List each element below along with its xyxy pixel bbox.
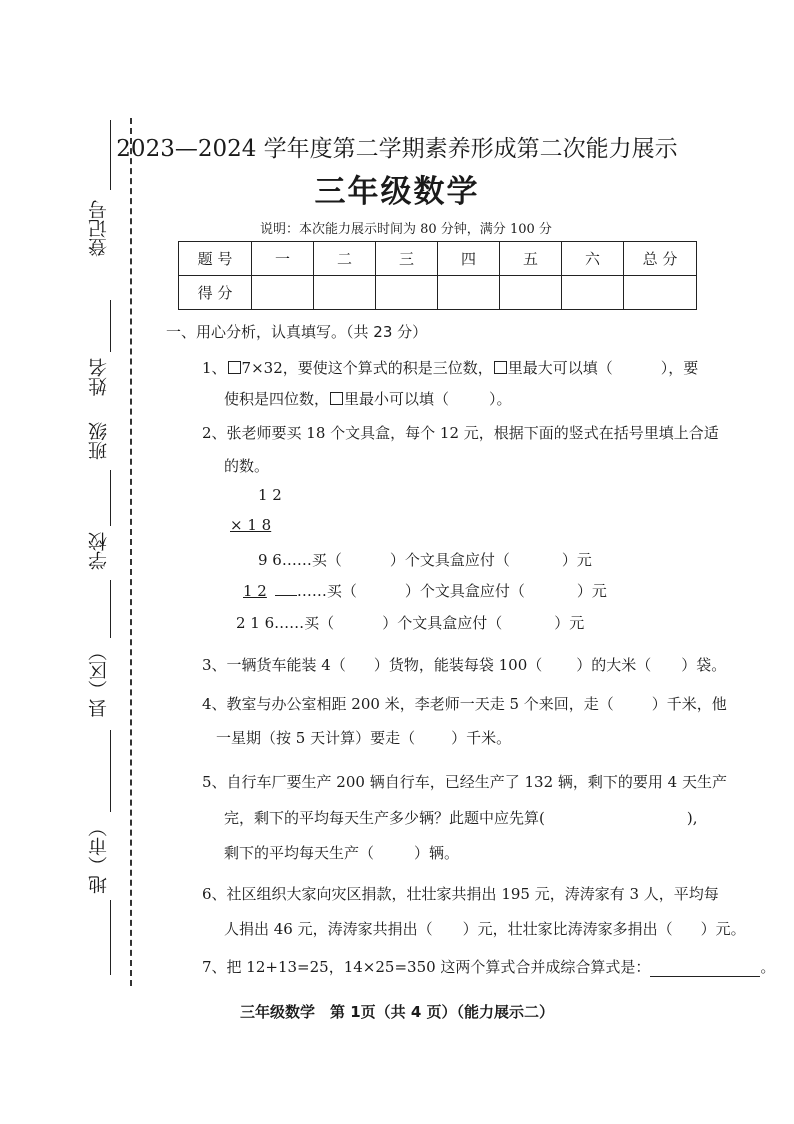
question-4-line-2 — [216, 727, 511, 748]
question-6-line-1: 6、社区组织大家向灾区捐款，壮壮家共捐出 195 元，涛涛家有 3 人，平均每 — [202, 885, 719, 903]
question-text: ）千米，他 — [651, 695, 727, 713]
score-cell[interactable] — [376, 276, 438, 310]
section-heading: 一、用心分析，认真填写。（共 23 分） — [166, 323, 428, 341]
blank-box-icon[interactable] — [494, 361, 507, 374]
row-number: 9 6 — [258, 551, 282, 569]
question-1-line-1 — [202, 357, 698, 378]
question-text: ）袋。 — [681, 656, 727, 674]
question-text: ……买（ — [274, 614, 335, 632]
question-text: ）个文具盒应付（ — [404, 582, 525, 600]
reg-number-label: 登记号 — [88, 200, 110, 257]
school-label: 学校 — [88, 532, 110, 570]
question-text: ）辆。 — [414, 844, 460, 862]
question-text: 使积是四位数， — [224, 390, 330, 408]
school-blank[interactable] — [110, 580, 111, 638]
question-text: 3、一辆货车能装 4（ — [202, 656, 346, 674]
question-text: 4、教室与办公室相距 200 米，李老师一天走 5 个来回，走（ — [202, 695, 614, 713]
table-cell: 总 分 — [624, 242, 697, 276]
question-text: ）个文具盒应付（ — [389, 551, 510, 569]
question-text: 一星期（按 5 天计算）要走（ — [216, 729, 416, 747]
question-text: 7×32，要使这个算式的积是三位数， — [241, 359, 493, 377]
question-text: 里最小可以填（ — [344, 390, 450, 408]
table-cell: 五 — [500, 242, 562, 276]
question-text: ）千米。 — [451, 729, 512, 747]
question-text: ）元 — [561, 551, 592, 569]
question-4-line-1 — [202, 693, 727, 714]
question-text: 。 — [760, 958, 776, 976]
score-cell[interactable] — [438, 276, 500, 310]
question-text: ……买（ — [281, 551, 342, 569]
table-cell: 得 分 — [179, 276, 252, 310]
question-text: ）的大米（ — [576, 656, 652, 674]
city-label: 地（市） — [88, 818, 110, 894]
blank-box-icon[interactable] — [228, 361, 241, 374]
table-cell: 六 — [562, 242, 624, 276]
question-text: ）元。 — [700, 920, 746, 938]
question-1-line-2 — [224, 388, 512, 409]
score-value-row — [179, 276, 697, 310]
score-cell[interactable] — [500, 276, 562, 310]
question-text: ……买（ — [296, 582, 357, 600]
vertical-row-1 — [258, 549, 592, 570]
question-text: 7、把 12+13=25，14×25=350 这两个算式合并成综合算式是： — [202, 958, 651, 976]
question-text: 剩下的平均每天生产（ — [224, 844, 375, 862]
question-text: ）个文具盒应付（ — [382, 614, 503, 632]
question-text: ）。 — [489, 390, 512, 408]
class-label: 班级 — [88, 422, 110, 460]
question-5-line-3 — [224, 842, 459, 863]
question-text: 人捐出 46 元，涛涛家共捐出（ — [224, 920, 433, 938]
question-2-line-2: 的数。 — [224, 457, 270, 475]
binding-dashed-line — [130, 118, 132, 986]
question-5-line-1: 5、自行车厂要生产 200 辆自行车，已经生产了 132 辆，剩下的要用 4 天生产 — [202, 773, 727, 791]
blank-box-icon[interactable] — [330, 392, 343, 405]
table-cell: 四 — [438, 242, 500, 276]
question-text: 里最大可以填（ — [507, 359, 613, 377]
question-text: 完，剩下的平均每天生产多少辆？此题中应先算( — [224, 809, 545, 827]
row-number: 1 2 — [243, 582, 267, 600]
exam-note: 说明：本次能力展示时间为 80 分钟，满分 100 分 — [260, 222, 552, 237]
score-header-row — [179, 242, 697, 276]
vertical-row-2 — [231, 580, 607, 601]
question-7 — [202, 956, 775, 977]
county-blank[interactable] — [110, 730, 111, 812]
question-text: ），要 — [660, 359, 699, 377]
score-cell[interactable] — [314, 276, 376, 310]
row-number: 2 1 6 — [236, 614, 275, 632]
question-text: ）元，壮壮家比涛涛家多捐出（ — [462, 920, 673, 938]
table-cell: 一 — [252, 242, 314, 276]
score-cell[interactable] — [252, 276, 314, 310]
county-label: 县（区） — [88, 642, 110, 718]
question-text: ）货物，能装每袋 100（ — [373, 656, 543, 674]
question-number: 1、 — [202, 359, 227, 377]
vertical-multiplier: × 1 8 — [230, 516, 272, 534]
question-6-line-2 — [224, 918, 746, 939]
class-blank[interactable] — [110, 470, 111, 526]
table-cell: 题 号 — [179, 242, 252, 276]
name-blank[interactable] — [110, 300, 111, 352]
score-cell[interactable] — [624, 276, 697, 310]
name-label: 姓名 — [88, 358, 110, 396]
question-3 — [202, 654, 726, 675]
vertical-multiplicand: 1 2 — [258, 486, 282, 504]
table-cell: 三 — [376, 242, 438, 276]
score-cell[interactable] — [562, 276, 624, 310]
question-text: ）元 — [554, 614, 585, 632]
question-text: ), — [686, 809, 698, 827]
vertical-row-3 — [236, 612, 584, 633]
table-cell: 二 — [314, 242, 376, 276]
score-table — [178, 241, 697, 310]
question-text: ）元 — [576, 582, 607, 600]
page-footer: 三年级数学 第 1页（共 4 页）（能力展示二） — [239, 1003, 555, 1021]
exam-title: 2023—2024 学年度第二学期素养形成第二次能力展示 — [116, 136, 678, 162]
city-blank[interactable] — [110, 900, 111, 975]
exam-subtitle: 三年级数学 — [314, 174, 480, 210]
question-5-line-2 — [224, 807, 697, 828]
answer-line[interactable] — [650, 962, 760, 977]
question-2-line-1: 2、张老师要买 18 个文具盒，每个 12 元，根据下面的竖式在括号里填上合适 — [202, 424, 719, 442]
